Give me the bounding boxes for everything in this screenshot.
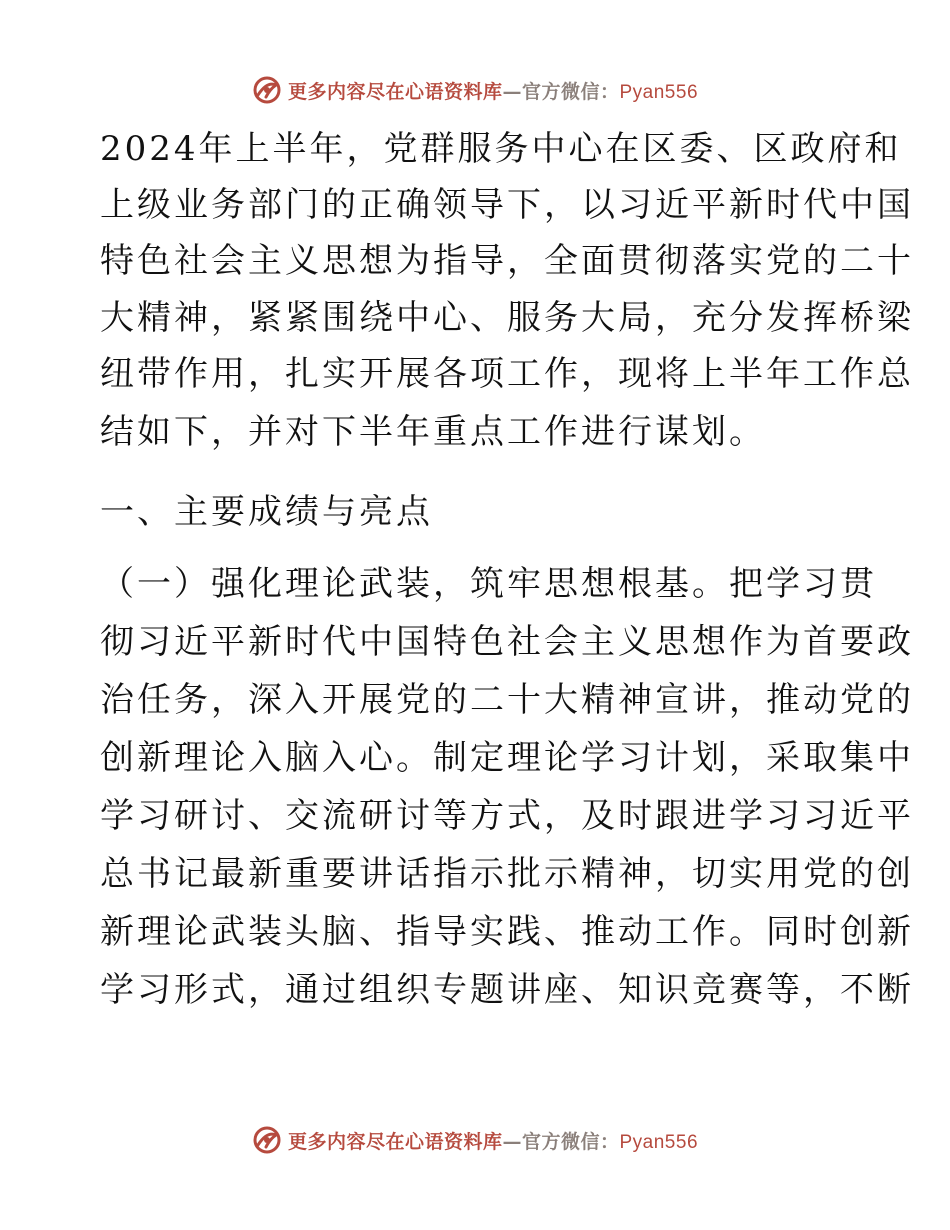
section-heading: 一、主要成绩与亮点 bbox=[100, 492, 433, 532]
paragraph-line: 上级业务部门的正确领导下，以习近平新时代中国 bbox=[100, 185, 914, 225]
paragraph-line: 总书记最新重要讲话指示批示精神，切实用党的创 bbox=[100, 854, 914, 894]
paragraph-line: 学习研讨、交流研讨等方式，及时跟进学习习近平 bbox=[100, 796, 914, 836]
swirl-logo-icon bbox=[252, 75, 282, 105]
paragraph-line: 治任务，深入开展党的二十大精神宣讲，推动党的 bbox=[100, 680, 914, 720]
paragraph-line: 纽带作用，扎实开展各项工作，现将上半年工作总 bbox=[100, 354, 914, 394]
watermark-text: 更多内容尽在心语资料库—官方微信：Pyan556 bbox=[287, 80, 699, 103]
watermark-text: 更多内容尽在心语资料库—官方微信：Pyan556 bbox=[287, 1130, 699, 1153]
swirl-logo-icon bbox=[252, 1125, 282, 1155]
paragraph-line: （一）强化理论武装，筑牢思想根基。把学习贯 bbox=[100, 564, 877, 604]
paragraph-line: 大精神，紧紧围绕中心、服务大局，充分发挥桥梁 bbox=[100, 298, 914, 338]
paragraph-line: 特色社会主义思想为指导，全面贯彻落实党的二十 bbox=[100, 241, 914, 281]
paragraph-line: 学习形式，通过组织专题讲座、知识竞赛等，不断 bbox=[100, 970, 914, 1010]
paragraph-line: 新理论武装头脑、指导实践、推动工作。同时创新 bbox=[100, 912, 914, 952]
paragraph-line: 结如下，并对下半年重点工作进行谋划。 bbox=[100, 412, 766, 452]
paragraph-line: 2024年上半年，党群服务中心在区委、区政府和 bbox=[100, 129, 902, 169]
paragraph-line: 创新理论入脑入心。制定理论学习计划，采取集中 bbox=[100, 738, 914, 778]
footer-watermark bbox=[0, 1120, 950, 1160]
header-watermark bbox=[0, 70, 950, 110]
paragraph-line: 彻习近平新时代中国特色社会主义思想作为首要政 bbox=[100, 622, 914, 662]
